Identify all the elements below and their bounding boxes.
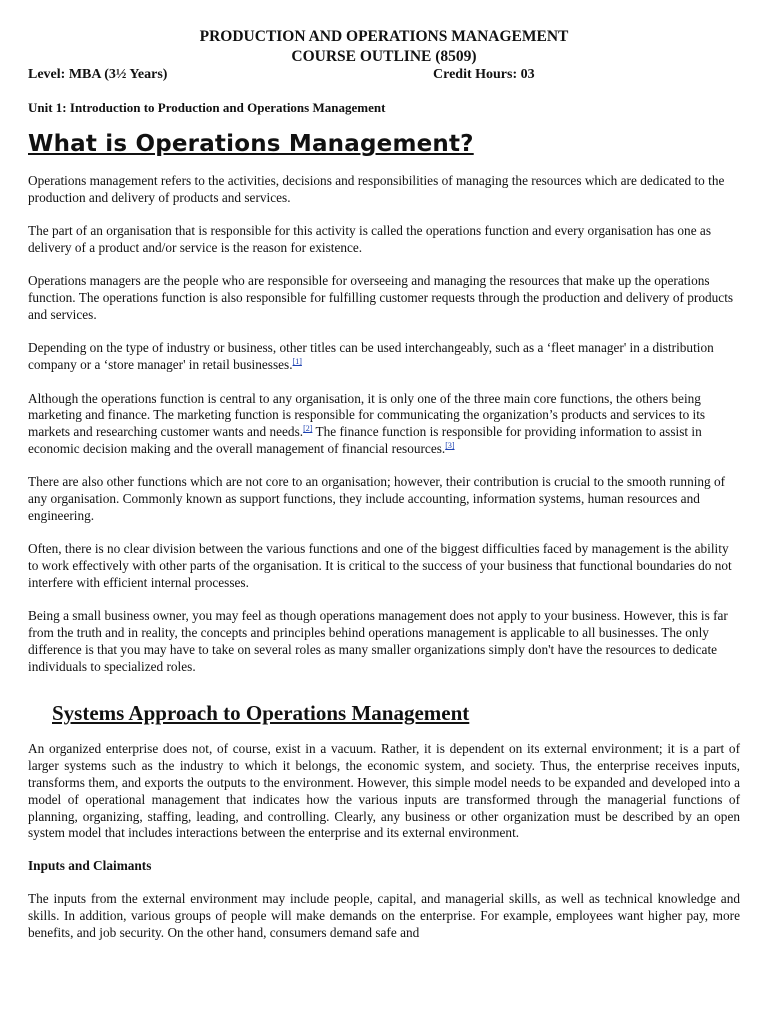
paragraph-division-functions: Often, there is no clear division between the various functions and one of the biggest difficulties faced by management is the ability to work effectively with other parts of the organisation. It is critical to the success of your business that functional boundaries do not interfere with efficient internal processes. <box>28 541 732 590</box>
paragraph-operations-function: The part of an organisation that is responsible for this activity is called the operations function and every organisation has one as delivery of a product and/or service is the reason for existence. <box>28 223 712 255</box>
paragraph-core-functions <box>28 391 740 458</box>
paragraph-operations-managers: Operations managers are the people who are responsible for overseeing and managing the resources that make up the operations function. The operations function is also responsible for fulfilling customer requests through the production and delivery of products and services. <box>28 273 734 322</box>
paragraph-definition: Operations management refers to the activities, decisions and responsibilities of managing the resources which are dedicated to the production and delivery of products and services. <box>28 173 725 205</box>
document-title: PRODUCTION AND OPERATIONS MANAGEMENT <box>199 28 569 45</box>
footnote-ref-2[interactable]: [2] <box>303 424 313 434</box>
footnote-ref-1[interactable]: [1] <box>292 357 302 367</box>
paragraph-small-business: Being a small business owner, you may feel as though operations management does not apply to your business. However, this is far from the truth and in reality, the concepts and principles behind operations management is applicable to all businesses. The only difference is that you may have to take on several roles as many smaller organizations simply don't have the resources to dedicate individuals to specialized roles. <box>28 608 728 674</box>
course-meta-row <box>28 67 740 87</box>
paragraph-core-functions-text-b: The finance function is responsible for providing information to assist in economic decision making and the overall management of financial resources. <box>28 424 702 456</box>
paragraph-support-functions: There are also other functions which are not core to an organisation; however, their contribution is crucial to the smooth running of any organisation. Commonly known as support functions, they include accounting, information systems, human resources and engineering. <box>28 474 726 523</box>
paragraph-systems-approach: An organized enterprise does not, of course, exist in a vacuum. Rather, it is dependent on its external environment; it is a part of larger systems such as the industry to which it belongs, the economic system, and society. Thus, the enterprise receives inputs, transforms them, and exports the outputs to the environment. However, this simple model needs to be expanded and developed into a model of operational management that indicates how the various inputs are transformed through the managerial functions of planning, organizing, staffing, leading, and controlling. Clearly, any business or other organization must be described by an open system model that includes interactions between the enterprise and its external environment. <box>28 741 740 841</box>
footnote-ref-3[interactable]: [3] <box>445 440 455 450</box>
paragraph-titles <box>28 340 740 374</box>
main-heading: What is Operations Management? <box>28 131 474 157</box>
course-outline-title: COURSE OUTLINE (8509) <box>291 48 477 65</box>
section-heading: Systems Approach to Operations Management <box>52 701 470 726</box>
unit-title: Unit 1: Introduction to Production and Operations Management <box>28 100 386 115</box>
credit-hours-label: Credit Hours: 03 <box>433 67 535 82</box>
level-label: Level: MBA (3½ Years) <box>28 67 168 82</box>
paragraph-inputs: The inputs from the external environment may include people, capital, and managerial skills, as well as technical knowledge and skills. In addition, various groups of people will make demands on the enterprise. For example, employees want higher pay, more benefits, and job security. On the other hand, consumers demand safe and <box>28 891 740 940</box>
paragraph-titles-text: Depending on the type of industry or business, other titles can be used interchangeably, such as a ‘fleet manager' in a distribution company or a ‘store manager' in retail businesses. <box>28 340 714 373</box>
paragraph-core-functions-text-a: Although the operations function is central to any organisation, it is only one of the three main core functions, the others being marketing and finance. The marketing function is responsible for communicating the organization’s products and services to its markets and researching customer wants and needs. <box>28 390 706 440</box>
subheading-inputs-claimants: Inputs and Claimants <box>28 858 152 874</box>
